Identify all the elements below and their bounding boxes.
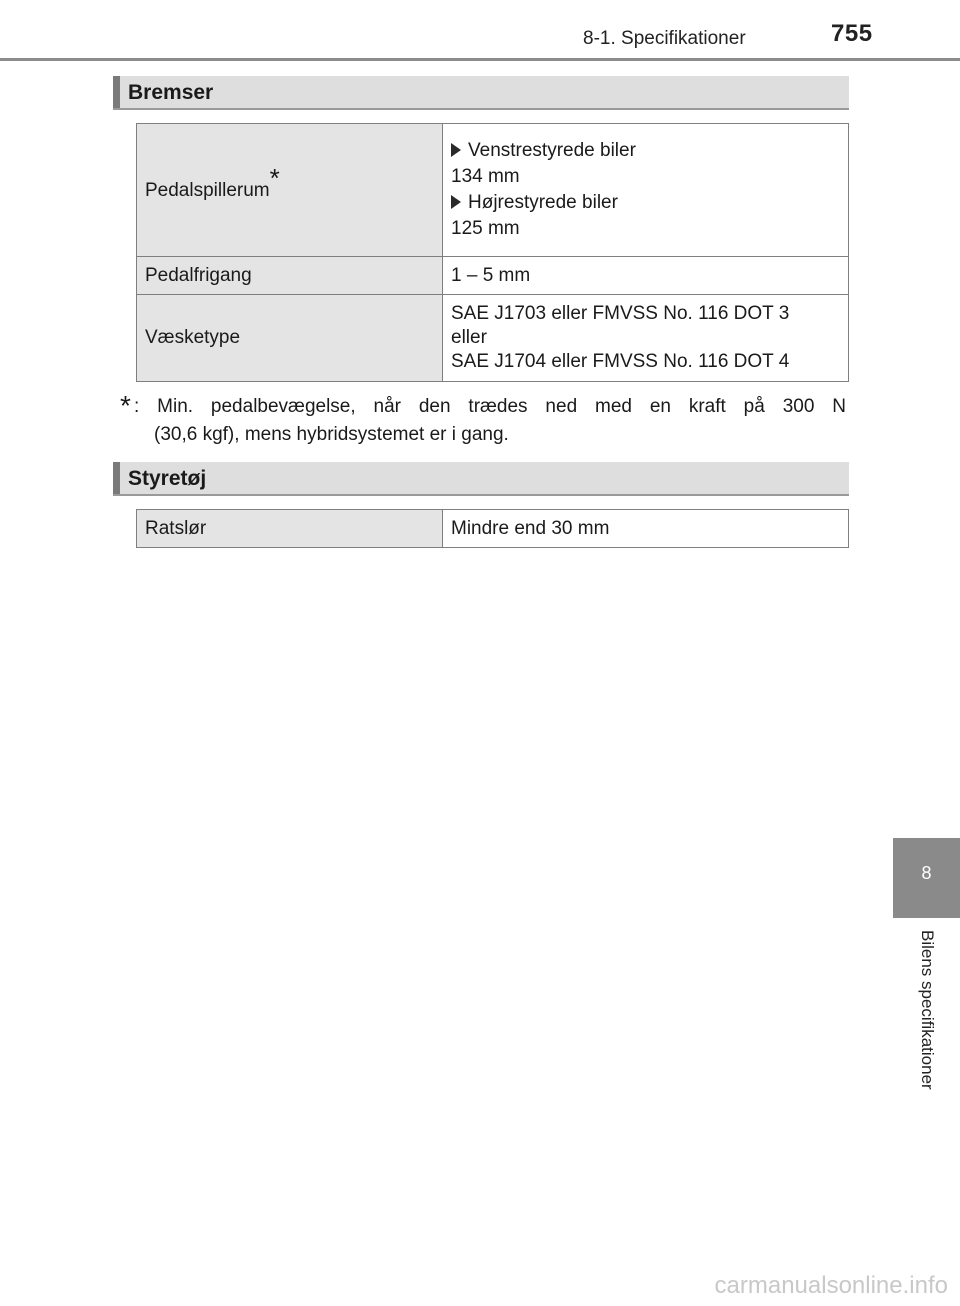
chapter-tab xyxy=(893,838,960,918)
page-number: 755 xyxy=(831,20,873,47)
chapter-number: 8 xyxy=(921,863,932,883)
rhd-value: 125 mm xyxy=(451,218,520,239)
table-row-fluid-type xyxy=(137,295,849,382)
rhd-heading xyxy=(451,192,840,214)
fluid-type-line: SAE J1703 eller FMVSS No. 116 DOT 3 xyxy=(451,303,790,324)
section-title-steering: Styretøj xyxy=(128,467,207,490)
pedal-clearance-label: Pedalspillerum xyxy=(145,180,270,201)
section-accent-bar xyxy=(113,76,120,108)
header-section-title: 8-1. Specifikationer xyxy=(583,28,746,49)
footnote-line-1: : Min. pedalbevægelse, når den trædes ned med en kraft på 300 N xyxy=(134,396,846,417)
pedal-free-play-value: 1 – 5 mm xyxy=(443,257,849,295)
section-accent-bar xyxy=(113,462,120,494)
footnote-marker: * xyxy=(120,390,131,421)
section-title-brakes: Bremser xyxy=(128,81,214,104)
footnote-line-2: (30,6 kgf), mens hybridsystemet er i gang. xyxy=(154,424,509,445)
section-header-steering xyxy=(113,462,849,496)
table-cell-value xyxy=(443,124,849,257)
triangle-bullet-icon xyxy=(451,195,461,209)
table-row-steering-play xyxy=(137,510,849,548)
steering-play-value: Mindre end 30 mm xyxy=(443,510,849,548)
table-row-pedal-free-play xyxy=(137,257,849,295)
pedal-free-play-label: Pedalfrigang xyxy=(137,257,443,295)
section-header-brakes xyxy=(113,76,849,110)
fluid-type-label: Væsketype xyxy=(137,295,443,382)
steering-spec-table xyxy=(136,509,849,548)
watermark-text: carmanualsonline.info xyxy=(714,1272,948,1299)
header-divider xyxy=(0,58,960,61)
brakes-spec-table xyxy=(136,123,849,382)
chapter-label: Bilens specifikationer xyxy=(918,930,937,1090)
footnote xyxy=(120,390,846,449)
steering-play-label: Ratslør xyxy=(137,510,443,548)
rhd-label: Højrestyrede biler xyxy=(468,192,618,213)
table-row-pedal-clearance xyxy=(137,124,849,257)
footnote-marker: * xyxy=(269,163,280,193)
fluid-type-line: eller xyxy=(451,327,487,348)
table-cell-value xyxy=(443,295,849,382)
lhd-heading xyxy=(451,140,840,162)
lhd-value: 134 mm xyxy=(451,166,520,187)
triangle-bullet-icon xyxy=(451,143,461,157)
fluid-type-line: SAE J1704 eller FMVSS No. 116 DOT 4 xyxy=(451,351,790,372)
lhd-label: Venstrestyrede biler xyxy=(468,140,636,161)
table-cell-label xyxy=(137,124,443,257)
